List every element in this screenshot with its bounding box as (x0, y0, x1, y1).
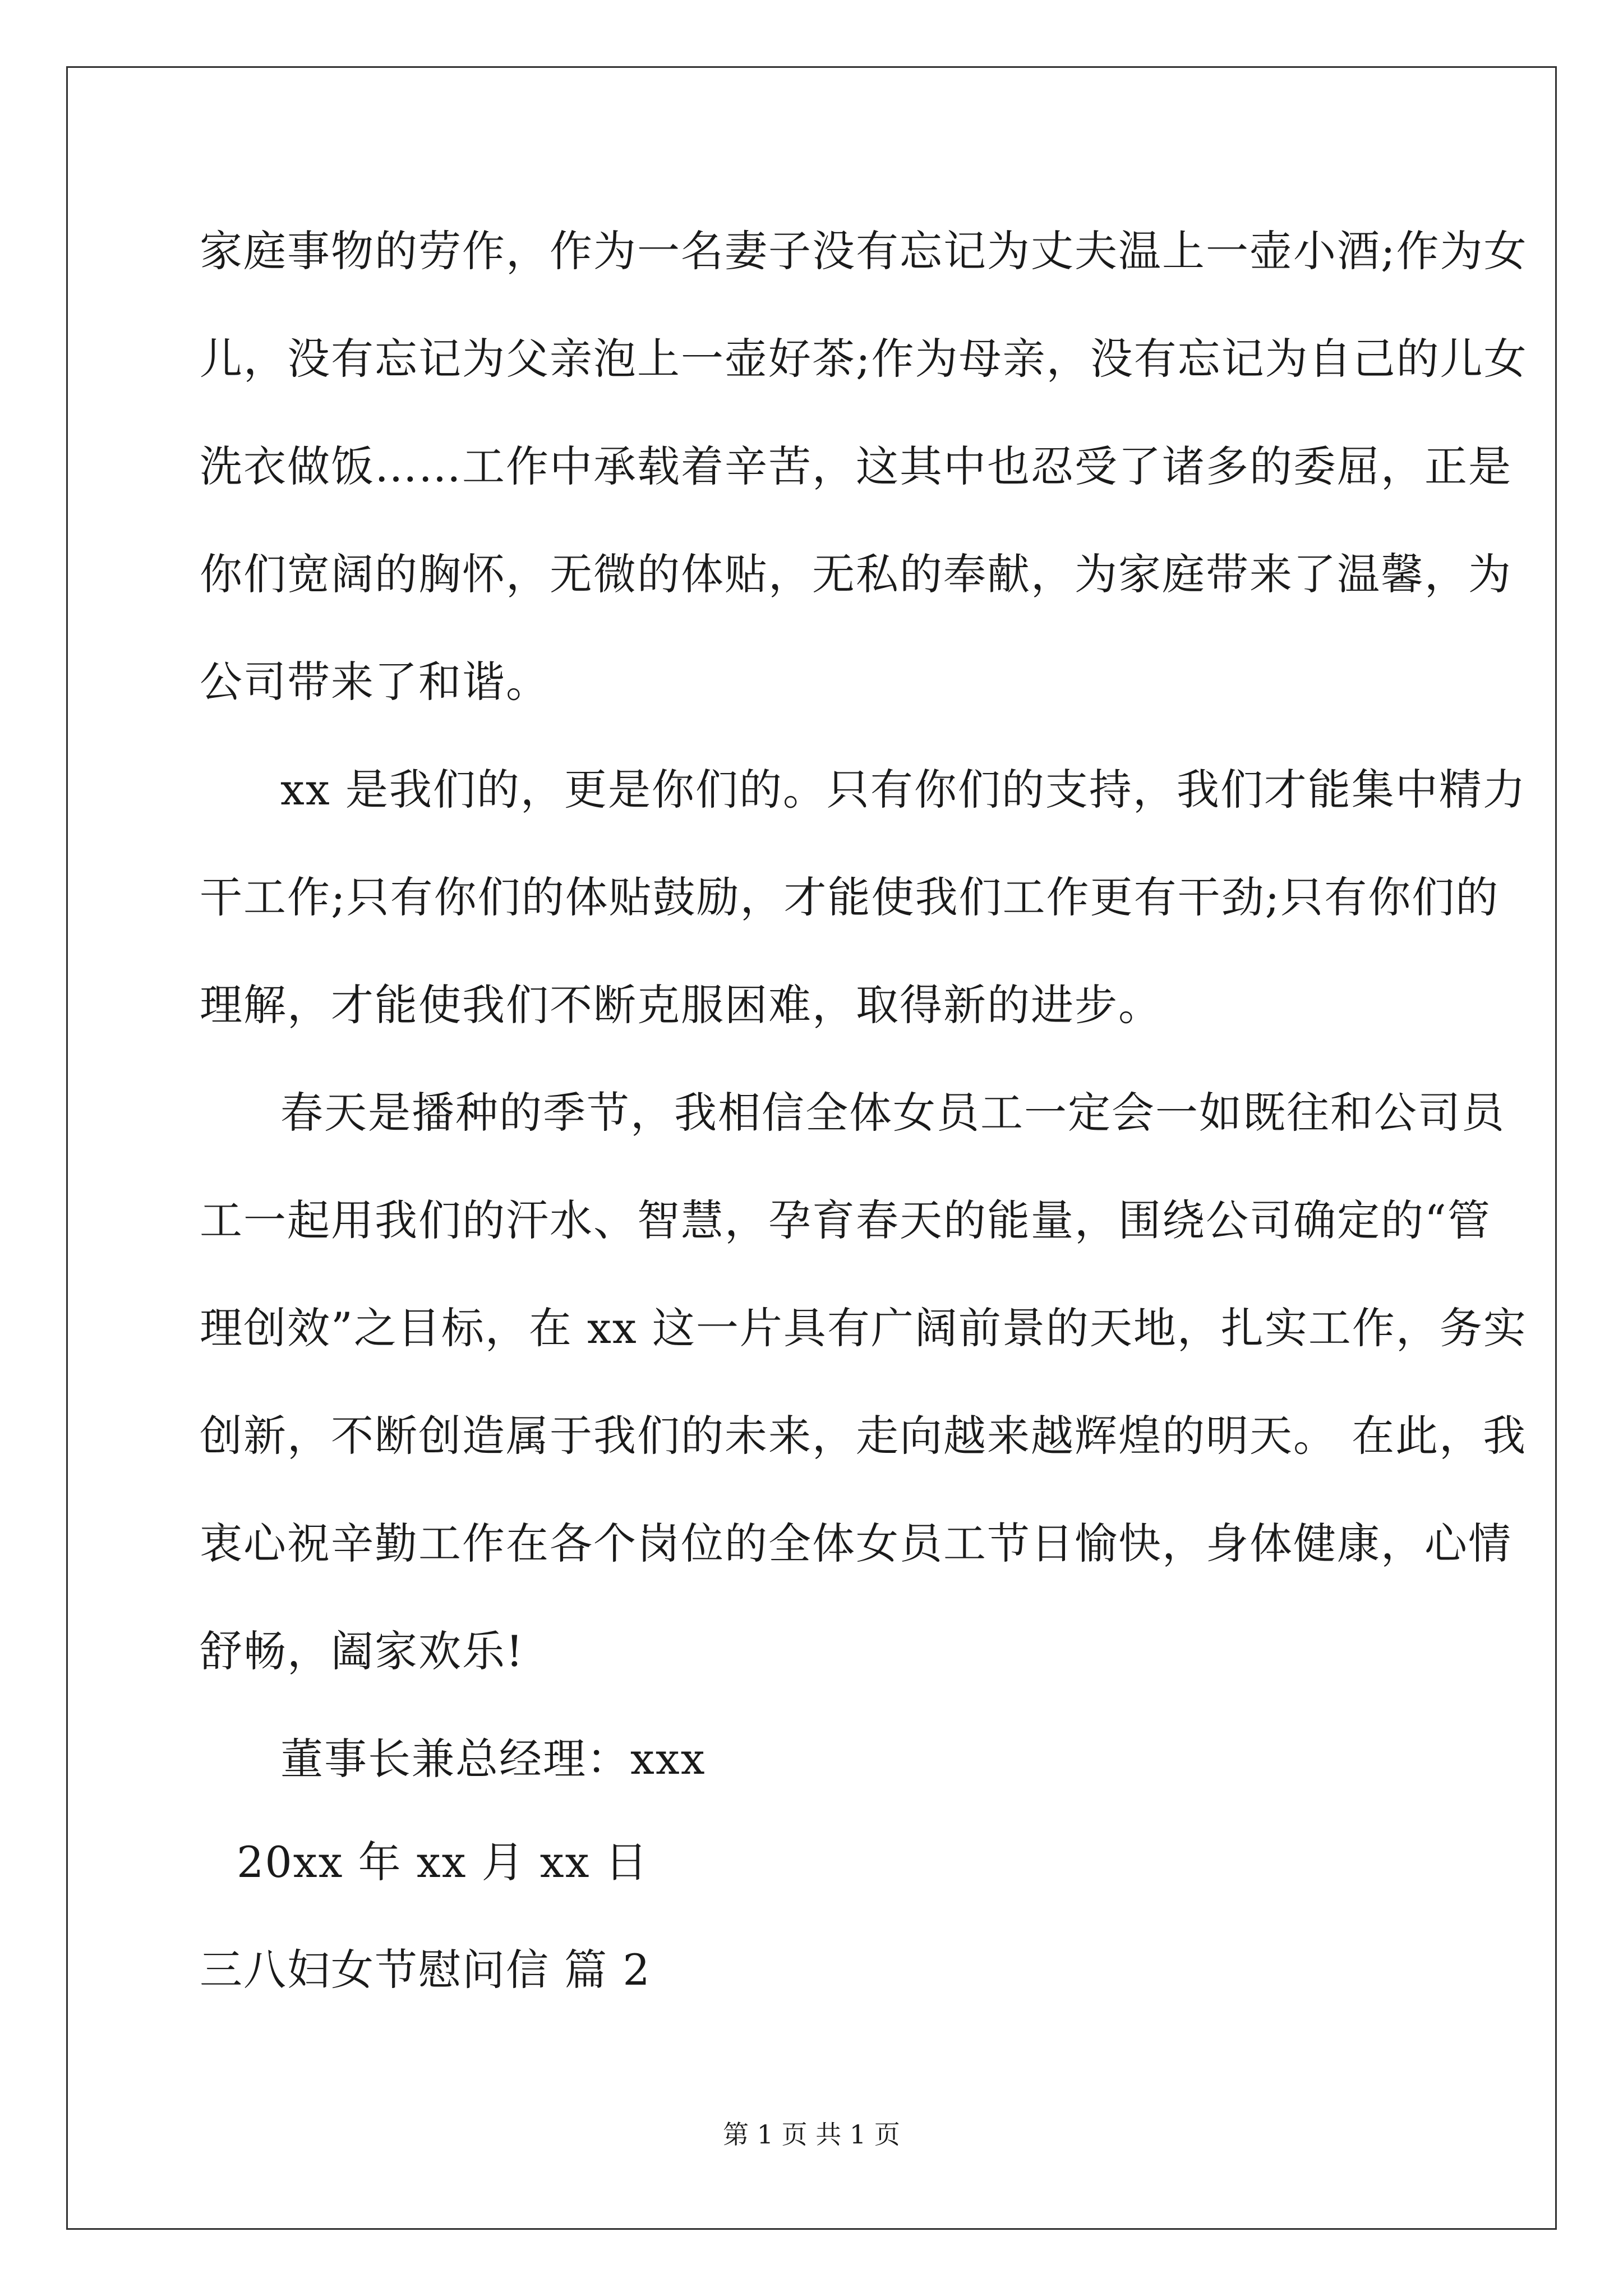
body-line-11: 理创效”之目标，在 xx 这一片具有广阔前景的天地，扎实工作，务实 (200, 1303, 1527, 1353)
signature: 董事长兼总经理：xxx (280, 1734, 706, 1784)
body-line-8: 理解，才能使我们不断克服困难，取得新的进步。 (200, 980, 1162, 1030)
body-line-12: 创新，不断创造属于我们的未来，走向越来越辉煌的明天。 在此，我 (200, 1411, 1527, 1461)
page-footer: 第 1 页 共 1 页 (723, 2119, 900, 2150)
body-line-13: 衷心祝辛勤工作在各个岗位的全体女员工节日愉快，身体健康，心情 (200, 1519, 1512, 1568)
body-line-5: 公司带来了和谐。 (200, 657, 550, 707)
body-line-10: 工一起用我们的汗水、智慧，孕育春天的能量，围绕公司确定的“管 (200, 1195, 1491, 1245)
page-border (66, 66, 1557, 2230)
letter-date: 20xx 年 xx 月 xx 日 (237, 1837, 649, 1887)
body-line-2: 儿，没有忘记为父亲泡上一壶好茶;作为母亲，没有忘记为自己的儿女 (200, 334, 1528, 384)
body-line-14: 舒畅，阖家欢乐! (200, 1626, 524, 1676)
body-line-3: 洗衣做饭……工作中承载着辛苦，这其中也忍受了诸多的委屈，正是 (200, 441, 1512, 491)
body-line-4: 你们宽阔的胸怀，无微的体贴，无私的奉献，为家庭带来了温馨，为 (200, 549, 1512, 599)
body-line-9: 春天是播种的季节，我相信全体女员工一定会一如既往和公司员 (280, 1088, 1505, 1138)
body-line-7: 干工作;只有你们的体贴鼓励，才能使我们工作更有干劲;只有你们的 (200, 872, 1500, 922)
section-heading: 三八妇女节慰问信 篇 2 (200, 1945, 651, 1995)
body-line-6: xx 是我们的，更是你们的。只有你们的支持，我们才能集中精力 (280, 765, 1527, 815)
body-line-1: 家庭事物的劳作，作为一名妻子没有忘记为丈夫温上一壶小酒;作为女 (200, 226, 1528, 276)
